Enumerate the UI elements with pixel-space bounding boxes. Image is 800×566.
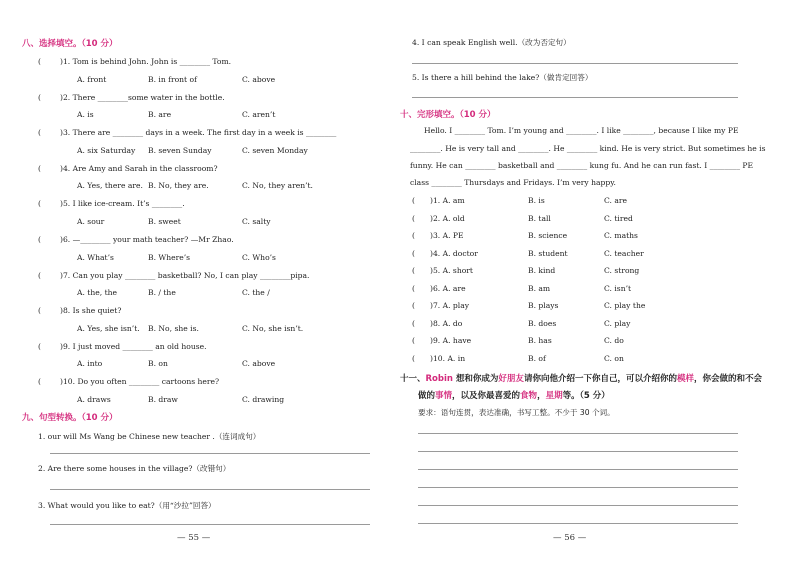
option: A. is xyxy=(77,110,94,120)
cloze-option-a: )7. A. play xyxy=(430,301,470,310)
option: C. Who’s xyxy=(242,252,276,262)
keyword-things: 事情 xyxy=(435,391,453,401)
option: C. No, she isn’t. xyxy=(242,323,304,333)
keyword-look: 模样 xyxy=(676,374,694,384)
question-stem: )6. —________ your math teacher? —Mr Zhao. xyxy=(60,235,234,244)
answer-paren[interactable]: ( xyxy=(38,128,41,138)
option: C. No, they aren’t. xyxy=(242,181,313,191)
option: A. front xyxy=(77,74,107,84)
rewrite-item-2: 2. Are there some houses in the village?（改错句） xyxy=(38,464,231,473)
answer-paren[interactable]: ( xyxy=(412,248,415,258)
writing-requirement: 要求：语句连贯，表达准确，书写工整。不少于 30 个词。 xyxy=(418,408,615,417)
option: C. the / xyxy=(242,288,270,298)
cloze-option-a: )6. A. are xyxy=(430,283,466,293)
answer-paren[interactable]: ( xyxy=(38,199,41,209)
answer-paren[interactable]: ( xyxy=(412,213,415,223)
option: A. six Saturday xyxy=(77,145,136,155)
section-11-prompt-line-1: 十一、Robin 想和你成为好朋友请你向他介绍一下你自己，可以介绍你的模样，你会做的和不会 xyxy=(400,374,762,384)
option: A. the, the xyxy=(77,288,118,298)
cloze-option-b: B. plays xyxy=(528,301,559,310)
answer-line[interactable] xyxy=(50,524,370,525)
page-number: — 55 — xyxy=(177,533,211,543)
cloze-option-c: C. play the xyxy=(604,301,646,310)
cloze-option-c: C. play xyxy=(604,318,631,328)
cloze-option-a: )1. A. am xyxy=(430,196,465,205)
cloze-option-c: C. teacher xyxy=(604,248,644,258)
answer-paren[interactable]: ( xyxy=(412,196,415,205)
cloze-option-b: B. student xyxy=(528,248,568,258)
option: C. salty xyxy=(242,216,271,226)
cloze-option-c: C. strong xyxy=(604,266,640,275)
writing-line[interactable] xyxy=(418,433,738,434)
section-10-title: 十、完形填空。（10 分） xyxy=(400,110,496,120)
option: A. What’s xyxy=(77,252,114,262)
rewrite-item-1: 1. our will Ms Wang be Chinese new teacher .（连词成句） xyxy=(38,432,261,441)
option: B. draw xyxy=(148,394,178,404)
option: A. Yes, she isn’t. xyxy=(77,323,140,333)
writing-line[interactable] xyxy=(418,505,738,506)
cloze-option-c: C. tired xyxy=(604,213,633,223)
answer-paren[interactable]: ( xyxy=(412,318,415,328)
answer-paren[interactable]: ( xyxy=(38,377,41,387)
question-stem: )10. Do you often ________ cartoons here? xyxy=(60,377,220,387)
option: C. above xyxy=(242,359,276,369)
answer-paren[interactable]: ( xyxy=(412,283,415,293)
section-9-title: 九、句型转换。（10 分） xyxy=(22,413,118,423)
writing-line[interactable] xyxy=(418,487,738,488)
passage-line-4: class ________ Thursdays and Fridays. I’m very happy. xyxy=(410,178,616,187)
passage-line-3: funny. He can ________ basketball and ________ kung fu. And he can run fast. I ________ PE xyxy=(410,161,754,170)
cloze-option-a: )5. A. short xyxy=(430,266,473,275)
question-stem: )5. I like ice-cream. It’s ________. xyxy=(60,199,185,209)
cloze-option-a: )8. A. do xyxy=(430,318,463,328)
option: B. / the xyxy=(148,288,176,298)
cloze-option-b: B. has xyxy=(528,336,552,345)
answer-line[interactable] xyxy=(412,97,738,98)
cloze-option-c: C. isn’t xyxy=(604,283,632,293)
section-11-prompt-line-2: 做的事情，以及你最喜爱的食物，星期等。（5 分） xyxy=(418,391,610,401)
answer-paren[interactable]: ( xyxy=(412,353,415,363)
answer-line[interactable] xyxy=(50,489,370,490)
answer-paren[interactable]: ( xyxy=(412,266,415,275)
option: B. No, she is. xyxy=(148,323,199,333)
cloze-option-b: B. science xyxy=(528,231,568,240)
cloze-option-b: B. of xyxy=(528,353,546,363)
answer-paren[interactable]: ( xyxy=(38,163,41,173)
writing-line[interactable] xyxy=(418,523,738,524)
answer-paren[interactable]: ( xyxy=(38,341,41,351)
answer-paren[interactable]: ( xyxy=(412,301,415,310)
rewrite-item-5: 5. Is there a hill behind the lake?（做肯定回答） xyxy=(412,73,593,82)
question-stem: )8. Is she quiet? xyxy=(60,306,122,316)
cloze-option-a: )10. A. in xyxy=(430,353,466,363)
question-stem: )1. Tom is behind John. John is ________ Tom. xyxy=(60,57,232,66)
cloze-option-c: C. maths xyxy=(604,231,638,240)
cloze-option-b: B. kind xyxy=(528,266,556,275)
option: A. sour xyxy=(77,216,105,226)
answer-paren[interactable]: ( xyxy=(38,92,41,102)
keyword-food: 食物 xyxy=(520,391,538,401)
option: B. No, they are. xyxy=(148,181,209,191)
option: C. seven Monday xyxy=(242,145,308,155)
writing-line[interactable] xyxy=(418,469,738,470)
passage-line-2: ________. He is very tall and ________. He ________ kind. He is very strict. But sometimes he is xyxy=(410,144,766,153)
cloze-option-a: )3. A. PE xyxy=(430,231,464,240)
option: A. Yes, there are. xyxy=(77,181,143,191)
option: A. into xyxy=(77,359,103,369)
option: B. sweet xyxy=(148,216,181,226)
cloze-option-a: )9. A. have xyxy=(430,336,472,345)
option: A. draws xyxy=(77,394,111,404)
option: C. above xyxy=(242,74,276,84)
answer-line[interactable] xyxy=(412,63,738,64)
option: C. aren’t xyxy=(242,110,276,120)
option: B. in front of xyxy=(148,74,197,84)
cloze-option-a: )2. A. old xyxy=(430,213,465,223)
cloze-option-b: B. does xyxy=(528,318,557,328)
answer-paren[interactable]: ( xyxy=(38,306,41,316)
keyword-friend: 好朋友 xyxy=(498,374,524,384)
right-page xyxy=(400,0,800,566)
option: B. seven Sunday xyxy=(148,145,212,155)
cloze-option-a: )4. A. doctor xyxy=(430,248,478,258)
rewrite-item-4: 4. I can speak English well.（改为否定句） xyxy=(412,38,571,47)
option: B. on xyxy=(148,359,168,369)
answer-line[interactable] xyxy=(50,453,370,454)
cloze-option-b: B. tall xyxy=(528,213,551,223)
cloze-option-c: C. do xyxy=(604,336,624,345)
passage-line-1: Hello. I ________ Tom. I’m young and ________. I like ________, because I like my PE xyxy=(424,126,739,135)
option: B. are xyxy=(148,110,172,120)
cloze-option-b: B. am xyxy=(528,283,551,293)
cloze-option-b: B. is xyxy=(528,196,545,205)
answer-paren[interactable]: ( xyxy=(412,231,415,240)
question-stem: )3. There are ________ days in a week. The first day in a week is ________ xyxy=(60,128,337,138)
writing-line[interactable] xyxy=(418,451,738,452)
answer-paren[interactable]: ( xyxy=(38,57,41,66)
keyword-day: 星期 xyxy=(545,391,563,401)
cloze-option-c: C. on xyxy=(604,353,624,363)
robin-name: Robin xyxy=(425,374,453,384)
page-number: — 56 — xyxy=(553,533,587,543)
question-stem: )2. There ________some water in the bottle. xyxy=(60,92,225,102)
cloze-option-c: C. are xyxy=(604,196,628,205)
option: B. Where’s xyxy=(148,252,191,262)
question-stem: )7. Can you play ________ basketball? No, I can play ________pipa. xyxy=(60,270,310,280)
option: C. drawing xyxy=(242,394,285,404)
question-stem: )9. I just moved ________ an old house. xyxy=(60,341,207,351)
answer-paren[interactable]: ( xyxy=(38,235,41,244)
question-stem: )4. Are Amy and Sarah in the classroom? xyxy=(60,163,218,173)
answer-paren[interactable]: ( xyxy=(412,336,415,345)
answer-paren[interactable]: ( xyxy=(38,270,41,280)
section-8-title: 八、选择填空。（10 分） xyxy=(22,39,118,49)
rewrite-item-3: 3. What would you like to eat?（用“沙拉”回答） xyxy=(38,501,216,510)
